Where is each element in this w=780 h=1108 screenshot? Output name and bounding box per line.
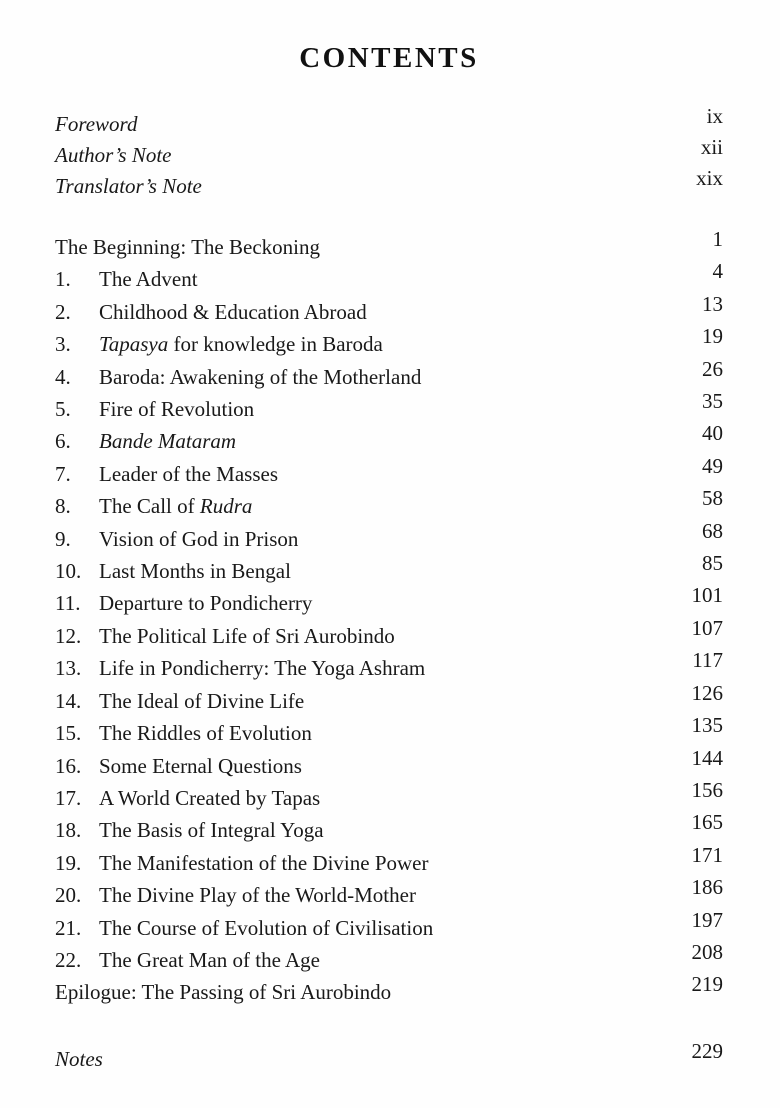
chapter-number: 11. xyxy=(55,591,81,616)
chapter-number: 19. xyxy=(55,850,82,875)
chapter-number: 18. xyxy=(55,818,82,843)
toc-entry xyxy=(55,875,723,911)
toc-entry xyxy=(55,453,723,490)
toc-entry xyxy=(55,486,723,522)
chapter-number: 22. xyxy=(55,947,82,972)
entry-title: Notes xyxy=(55,1046,103,1071)
entry-title: A World Created by Tapas xyxy=(99,785,321,810)
chapter-number: 5. xyxy=(55,397,71,422)
toc-entry xyxy=(55,648,723,684)
toc-entry xyxy=(55,291,723,328)
page-number: 186 xyxy=(691,875,723,900)
front-matter-list xyxy=(55,104,723,202)
page-number: 49 xyxy=(702,453,723,478)
toc-entry xyxy=(55,810,723,846)
page-number: 4 xyxy=(712,259,723,284)
entry-title: Baroda: Awakening of the Motherland xyxy=(99,364,422,389)
toc-entry xyxy=(55,227,723,263)
entry-title: The Divine Play of the World-Mother xyxy=(99,883,416,908)
page-number: 101 xyxy=(691,583,723,608)
back-matter-list xyxy=(55,1038,723,1075)
toc-entry xyxy=(55,1038,723,1075)
toc-entry xyxy=(55,518,723,555)
toc-entry xyxy=(55,389,723,425)
page-number: 197 xyxy=(691,907,723,932)
toc-entry xyxy=(55,777,723,814)
page-number: 107 xyxy=(691,615,723,640)
page-number: 135 xyxy=(691,713,723,738)
entry-title: Bande Mataram xyxy=(99,429,237,454)
chapter-number: 1. xyxy=(55,267,71,292)
entry-title: Author’s Note xyxy=(55,143,172,167)
chapter-list xyxy=(55,227,723,1009)
entry-title: Epilogue: The Passing of Sri Aurobindo xyxy=(55,980,392,1005)
page-number: 13 xyxy=(702,291,723,316)
entry-title: Fire of Revolution xyxy=(99,397,255,422)
entry-title: Departure to Pondicherry xyxy=(99,591,313,616)
entry-title: Vision of God in Prison xyxy=(99,526,299,551)
entry-title: Childhood & Education Abroad xyxy=(99,299,367,324)
toc-entry xyxy=(55,939,723,976)
chapter-number: 9. xyxy=(55,526,71,551)
page-number: 68 xyxy=(702,518,723,543)
entry-title: The Political Life of Sri Aurobindo xyxy=(99,623,395,648)
toc-entry xyxy=(55,356,723,393)
entry-title: The Ideal of Divine Life xyxy=(99,688,305,713)
entry-title: Some Eternal Questions xyxy=(99,753,302,778)
entry-title: The Beginning: The Beckoning xyxy=(55,235,320,259)
entry-title: Life in Pondicherry: The Yoga Ashram xyxy=(99,656,426,681)
page-number: 117 xyxy=(692,648,723,673)
toc-entry xyxy=(55,259,723,295)
entry-title: The Call of Rudra xyxy=(99,494,253,519)
toc-entry xyxy=(55,551,723,587)
toc-entry xyxy=(55,324,723,360)
chapter-number: 17. xyxy=(55,785,82,810)
page-number: 144 xyxy=(691,745,723,770)
page-number: ix xyxy=(706,104,723,128)
page-number: 126 xyxy=(691,680,723,705)
toc-entry xyxy=(55,135,723,171)
entry-title: The Basis of Integral Yoga xyxy=(99,818,324,843)
toc-entry xyxy=(55,680,723,717)
chapter-number: 21. xyxy=(55,915,82,940)
page-number: xix xyxy=(696,166,723,190)
chapter-number: 14. xyxy=(55,688,82,713)
chapter-number: 3. xyxy=(55,332,71,357)
toc-entry xyxy=(55,972,723,1008)
page-number: 58 xyxy=(702,486,723,511)
page-number: 156 xyxy=(691,777,723,802)
entry-title: Leader of the Masses xyxy=(99,461,279,486)
page-number: 85 xyxy=(702,551,723,576)
page-number: 35 xyxy=(702,389,723,414)
entry-title: Last Months in Bengal xyxy=(99,559,291,584)
page-number: 219 xyxy=(691,972,723,997)
page-number: 19 xyxy=(702,324,723,349)
chapter-number: 4. xyxy=(55,364,71,389)
page-number: 165 xyxy=(691,810,723,835)
chapter-number: 8. xyxy=(55,494,71,519)
chapter-number: 7. xyxy=(55,461,71,486)
entry-title: Foreword xyxy=(55,112,138,136)
entry-title: The Course of Evolution of Civilisation xyxy=(99,915,434,940)
toc-entry xyxy=(55,907,723,944)
chapter-number: 15. xyxy=(55,721,82,746)
page-number: 171 xyxy=(691,842,723,867)
page-title: CONTENTS xyxy=(299,42,479,74)
entry-title: Tapasya for knowledge in Baroda xyxy=(99,332,383,357)
entry-title: The Riddles of Evolution xyxy=(99,721,312,746)
toc-entry xyxy=(55,842,723,879)
entry-title: The Advent xyxy=(99,267,198,292)
chapter-number: 20. xyxy=(55,883,82,908)
entry-title: Translator’s Note xyxy=(55,174,202,198)
chapter-number: 13. xyxy=(55,656,82,681)
toc-entry xyxy=(55,166,723,202)
entry-title: The Great Man of the Age xyxy=(99,947,321,972)
toc-entry xyxy=(55,615,723,652)
chapter-number: 12. xyxy=(55,623,82,648)
chapter-number: 2. xyxy=(55,299,71,324)
toc-entry xyxy=(55,421,723,457)
page-number: 40 xyxy=(702,421,723,446)
page-number: 1 xyxy=(712,227,723,251)
chapter-number: 10. xyxy=(55,559,82,584)
page-number: xii xyxy=(700,135,723,159)
entry-title: The Manifestation of the Divine Power xyxy=(99,850,429,875)
page-number: 26 xyxy=(702,356,723,381)
chapter-number: 16. xyxy=(55,753,82,778)
page-number: 208 xyxy=(691,939,723,964)
toc-entry xyxy=(55,583,723,619)
page-number: 229 xyxy=(691,1038,723,1063)
toc-entry xyxy=(55,104,723,140)
chapter-number: 6. xyxy=(55,429,71,454)
toc-entry xyxy=(55,745,723,782)
toc-entry xyxy=(55,713,723,749)
